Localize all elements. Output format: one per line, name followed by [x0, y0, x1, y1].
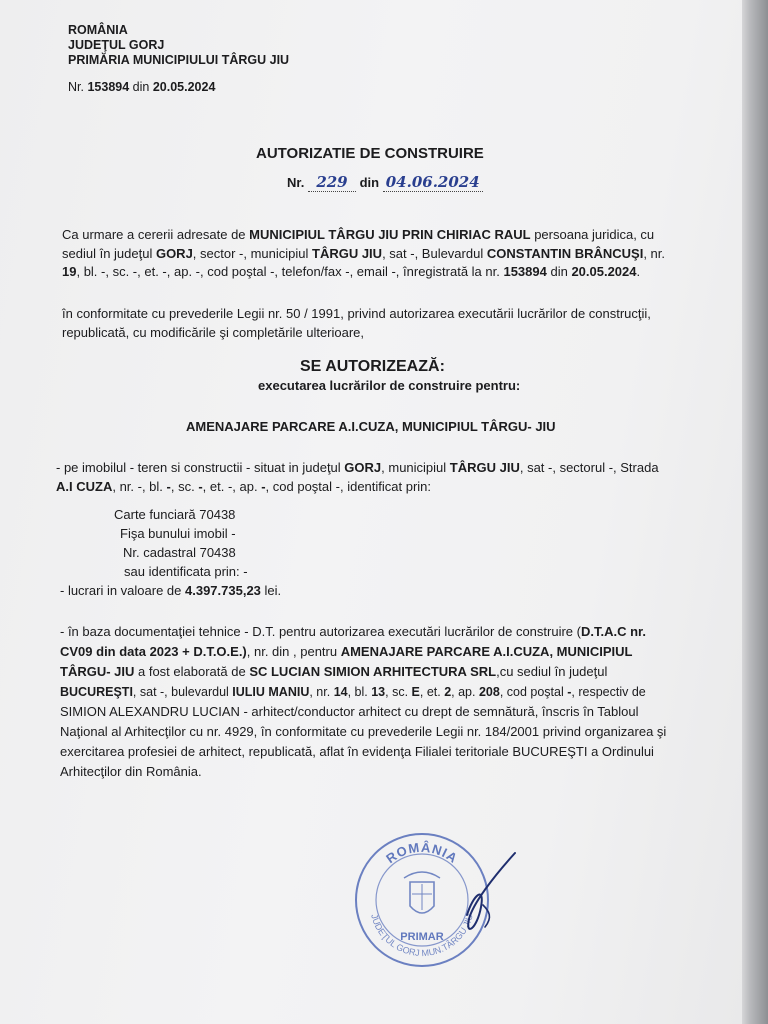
firm-bl: 13 [371, 685, 386, 699]
p3-text: , respectiv de [571, 685, 646, 699]
signature-icon [455, 845, 535, 945]
architect-line: exercitarea profesiei de arhitect, republicată, aflat în evidenţa Filialei teritoriale BUCUREŞTI a Ordinului [60, 744, 654, 759]
law-paragraph [62, 305, 732, 342]
stamp-ring-text: JUDEŢUL GORJ MUN.TÂRGU JIU [369, 912, 475, 959]
p1-text: , sat -, Bulevardul [382, 245, 487, 261]
firm-et: 2 [444, 685, 452, 699]
p3-text: , sc. [385, 685, 412, 699]
works-value: 4.397.735,23 [185, 583, 261, 598]
works-value-line [60, 582, 281, 601]
p1-text: sediul în judeţul [62, 245, 156, 261]
p3-text: ,cu sediul în judeţul [496, 664, 608, 679]
p3-text: , nr. din , pentru [246, 644, 341, 659]
p1-text: , bl. -, sc. -, et. -, ap. -, cod poştal -, telefon/fax -, email -, înregistrată la nr. [76, 264, 504, 279]
property-record: Fişa bunului imobil - [120, 526, 236, 541]
property-ap: - [261, 478, 266, 494]
cadastral-number: Nr. cadastral 70438 [123, 545, 236, 560]
reg-date: 20.05.2024 [152, 80, 216, 94]
firm-sc: E [411, 685, 420, 699]
p1-text: , sector -, municipiul [192, 245, 312, 261]
reg-number: 153894 [87, 80, 130, 94]
applicant-county: GORJ [155, 245, 193, 261]
p1-text: persoana juridica, cu [530, 227, 655, 242]
p3-text: , cod poştal [499, 685, 568, 699]
law-line-2: republicată, cu modificările şi completările ulterioare, [62, 324, 365, 340]
property-text: , et. -, ap. [202, 478, 262, 494]
p1-text: , nr. [643, 245, 666, 261]
reg-din: din [132, 80, 150, 94]
authorize-subheading: executarea lucrărilor de construire pentru: [258, 378, 521, 393]
page-edge-shadow [742, 0, 768, 1024]
applicant-street: CONSTANTIN BRÂNCUŞI [486, 245, 644, 261]
value-text: lei. [260, 583, 282, 598]
other-identification: sau identificata prin: - [124, 564, 248, 579]
header-institution: PRIMĂRIA MUNICIPIULUI TÂRGU JIU [68, 53, 290, 67]
property-street: A.I CUZA [56, 478, 113, 494]
documentation-paragraph [60, 622, 730, 782]
architect-line: Naţional al Arhitecţilor cu nr. 4929, în conformitate cu prevederile Legii nr. 184/2001 privind organizarea şi [60, 724, 667, 739]
property-city: TÂRGU JIU [449, 460, 520, 475]
firm-street: IULIU MANIU [232, 685, 310, 699]
header-country: ROMÂNIA [68, 23, 128, 37]
property-text: , municipiul [381, 460, 450, 475]
authorize-heading: SE AUTORIZEAZĂ: [300, 358, 445, 375]
project-name: AMENAJARE PARCARE A.I.CUZA, MUNICIPIUL TÂRGU- JIU [186, 419, 556, 434]
p3-text: - în baza documentaţiei tehnice - D.T. pentru autorizarea executări lucrărilor de construire ( [60, 624, 581, 639]
law-line-1: în conformitate cu prevederile Legii nr. 50 / 1991, privind autorizarea executării lucrărilor de construcţii, [62, 306, 651, 321]
dtac-reference: CV09 din data 2023 + D.T.O.E.) [60, 644, 247, 659]
header-county: JUDEŢUL GORJ [68, 38, 165, 52]
dtac-reference: D.T.A.C nr. [580, 624, 646, 639]
property-text: , nr. -, bl. [112, 478, 167, 494]
land-registry: Carte funciară 70438 [114, 507, 236, 522]
document-title: AUTORIZATIE DE CONSTRUIRE [256, 145, 484, 162]
firm-nr: 14 [333, 685, 348, 699]
p3-text: , ap. [451, 685, 479, 699]
firm-county: BUCUREŞTI [60, 685, 133, 699]
p1-text: . [636, 264, 641, 279]
architect-firm: SC LUCIAN SIMION ARHITECTURA SRL [249, 664, 497, 679]
p3-text: a fost elaborată de [134, 664, 250, 679]
p3-text: , bl. [347, 685, 372, 699]
property-sc: - [198, 478, 203, 494]
header-registration [68, 80, 215, 94]
p1-text: Ca urmare a cererii adresate de [62, 227, 250, 242]
din-label: din [359, 175, 380, 190]
p3-text: , nr. [309, 685, 334, 699]
property-text: , sat -, sectorul -, Strada [519, 460, 659, 475]
p3-text: , et. [419, 685, 445, 699]
property-paragraph [56, 459, 726, 496]
stamp-bottom-text: PRIMAR [400, 931, 444, 943]
authorization-number-line [287, 173, 483, 192]
property-bl: - [166, 478, 171, 494]
nr-handwritten: 229 [308, 173, 356, 192]
property-text: , sc. [170, 478, 199, 494]
request-reg-date: 20.05.2024 [571, 264, 637, 279]
architect-line: SIMION ALEXANDRU LUCIAN - arhitect/conductor arhitect cu drept de semnătură, înscris în Tabloul [60, 704, 639, 719]
applicant-name: MUNICIPIUL TÂRGU JIU PRIN CHIRIAC RAUL [249, 227, 531, 242]
property-county: GORJ [344, 460, 382, 475]
property-text: , cod poştal -, identificat prin: [265, 478, 432, 494]
nr-label: Nr. [287, 175, 305, 190]
p1-text: din [546, 264, 572, 279]
property-text: - pe imobilul - teren si constructii - situat in judeţul [56, 460, 345, 475]
firm-ap: 208 [478, 685, 500, 699]
p3-text: , sat -, bulevardul [132, 685, 233, 699]
date-handwritten: 04.06.2024 [383, 173, 483, 192]
value-text: - lucrari in valoare de [60, 583, 185, 598]
reg-prefix: Nr. [68, 80, 84, 94]
coat-of-arms-icon [404, 872, 440, 913]
applicant-number: 19 [62, 264, 77, 279]
request-paragraph [62, 226, 722, 282]
architect-line: Arhitecţilor din România. [60, 764, 202, 779]
p3-project: TÂRGU- JIU [60, 664, 135, 679]
applicant-city: TÂRGU JIU [312, 245, 383, 261]
request-reg-number: 153894 [503, 264, 547, 279]
p3-project: AMENAJARE PARCARE A.I.CUZA, MUNICIPIUL [340, 644, 633, 659]
firm-postal: - [567, 685, 572, 699]
stamp-top-text: ROMÂNIA [383, 839, 461, 867]
